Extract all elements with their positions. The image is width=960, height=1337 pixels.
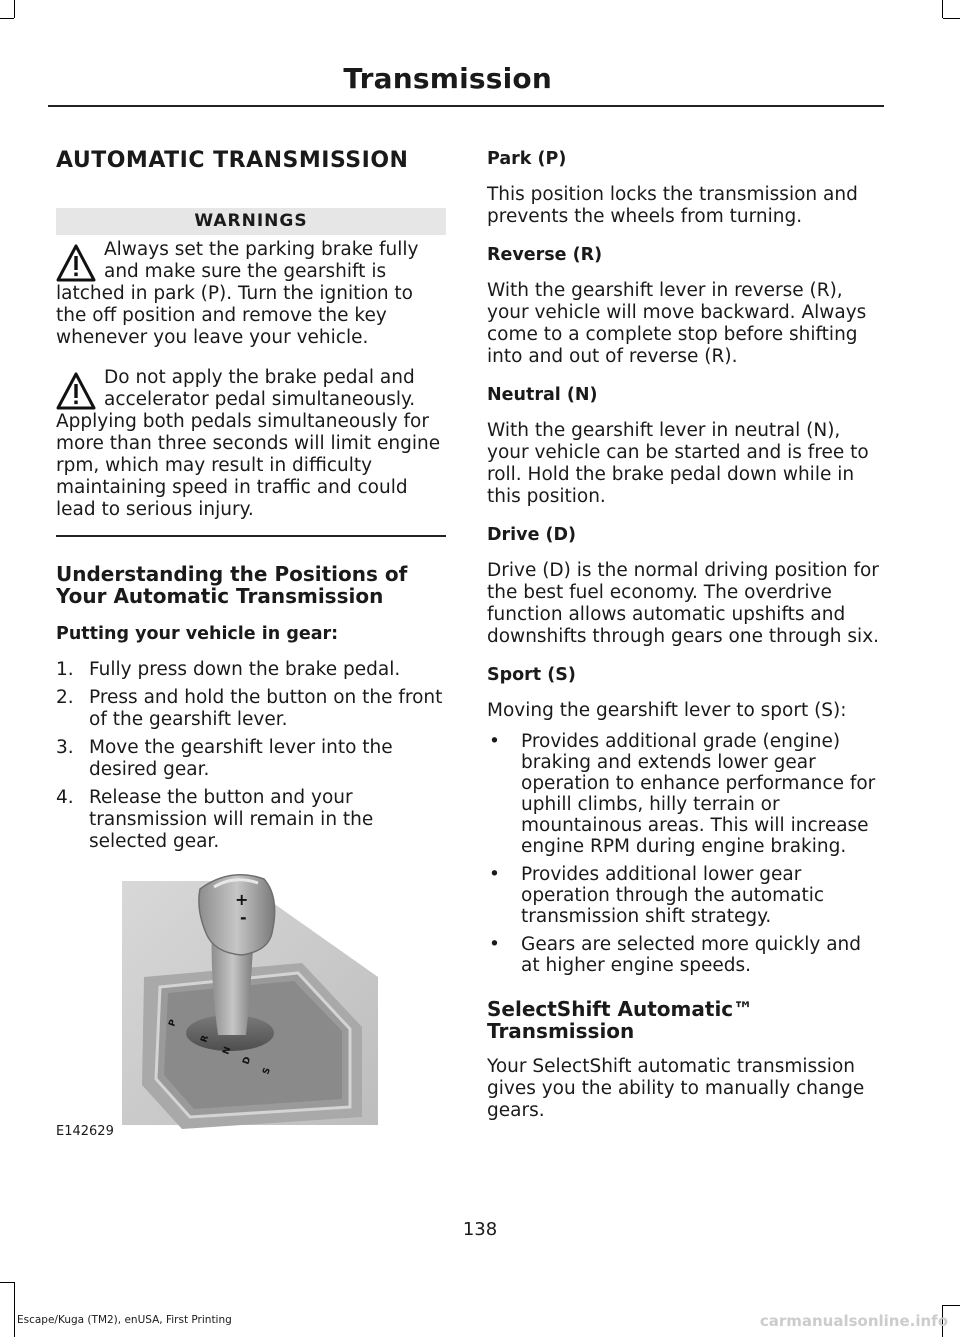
gearshift-lever-image — [122, 867, 378, 1135]
sport-title: Sport (S) — [487, 665, 576, 685]
warning-2 — [56, 367, 446, 521]
crop-mark-bl-v — [14, 1282, 15, 1337]
selectshift-title: SelectShift Automatic™ Transmission — [487, 997, 754, 1043]
list-item: 1. Fully press down the brake pedal. — [56, 659, 401, 680]
knob-minus-label: - — [240, 908, 247, 927]
crop-mark-br-h — [943, 1305, 960, 1306]
reverse-text: With the gearshift lever in reverse (R), your vehicle will move backward. Always come to a complete stop before shifting into and out of reverse (R). — [487, 280, 867, 367]
gear-letter-n: N — [221, 1045, 234, 1057]
list-item: • Provides additional lower gear operation through the automatic transmission shift strategy. — [487, 864, 882, 927]
sport-text: Moving the gearshift lever to sport (S): — [487, 700, 847, 721]
steps-list — [56, 659, 446, 853]
gear-letter-d: D — [241, 1055, 254, 1067]
park-title: Park (P) — [487, 149, 567, 169]
left-column — [56, 140, 446, 1139]
warning-2-text: Do not apply the brake pedal and accelerator pedal simultaneously. Applying both pedals simultaneously for more than three seconds will limit engine rpm, which may result in difficulty maintaining speed in traffic and could lead to serious injury. — [56, 367, 441, 520]
list-item: • Provides additional grade (engine) braking and extends lower gear operation to enhance performance for uphill climbs, hilly terrain or mountainous areas. This will increase engine RPM during engine braking. — [487, 731, 882, 857]
reverse-title: Reverse (R) — [487, 245, 603, 265]
gearshift-illustration — [56, 867, 378, 1139]
warnings-bottom-rule — [56, 535, 446, 537]
list-item: 4. Release the button and your transmission will remain in the selected gear. — [56, 787, 374, 852]
list-item: • Gears are selected more quickly and at higher engine speeds. — [487, 934, 882, 976]
selectshift-text: Your SelectShift automatic transmission gives you the ability to manually change gears. — [487, 1056, 865, 1121]
crop-mark-tl-v — [14, 0, 15, 18]
drive-title: Drive (D) — [487, 525, 577, 545]
crop-mark-tr-v — [942, 0, 943, 18]
figure-code: E142629 — [56, 1124, 114, 1139]
crop-mark-tl-h — [0, 18, 14, 19]
list-item: 2. Press and hold the button on the front of the gearshift lever. — [56, 687, 443, 730]
page-number: 138 — [462, 1219, 498, 1240]
park-text: This position locks the transmission and prevents the wheels from turning. — [487, 184, 858, 227]
subsection-title: Understanding the Positions of Your Automatic Transmission — [56, 562, 408, 608]
knob-plus-label: + — [235, 890, 249, 909]
list-item: 3. Move the gearshift lever into the desired gear. — [56, 737, 393, 780]
header-rule — [48, 105, 884, 107]
drive-text: Drive (D) is the normal driving position for the best fuel economy. The overdrive function allows automatic upshifts and downshifts through gears one through six. — [487, 560, 880, 647]
warning-1-text: Always set the parking brake fully and make sure the gearshift is latched in park (P). Turn the ignition to the off position and remove the key whenever you leave your vehicle. — [56, 239, 419, 348]
warning-triangle-icon — [56, 243, 96, 283]
gear-letter-r: R — [199, 1034, 212, 1045]
footer-text: Escape/Kuga (TM2), enUSA, First Printing — [17, 1314, 232, 1326]
neutral-text: With the gearshift lever in neutral (N), your vehicle can be started and is free to roll. Hold the brake pedal down while in this position. — [487, 420, 869, 507]
section-title: AUTOMATIC TRANSMISSION — [56, 148, 409, 173]
warning-triangle-icon — [56, 371, 96, 411]
warnings-header: WARNINGS — [56, 208, 446, 235]
gear-letter-s: S — [261, 1066, 274, 1077]
warning-1 — [56, 239, 446, 349]
sport-bullets — [487, 731, 882, 976]
neutral-title: Neutral (N) — [487, 385, 598, 405]
crop-mark-tr-h — [943, 18, 960, 19]
right-column — [487, 148, 882, 1122]
header-title: Transmission — [343, 62, 552, 95]
steps-label: Putting your vehicle in gear: — [56, 624, 339, 644]
gear-letter-p: P — [167, 1018, 180, 1029]
crop-mark-bl-h — [0, 1282, 14, 1283]
watermark: carmanualsonline.info — [759, 1312, 948, 1330]
